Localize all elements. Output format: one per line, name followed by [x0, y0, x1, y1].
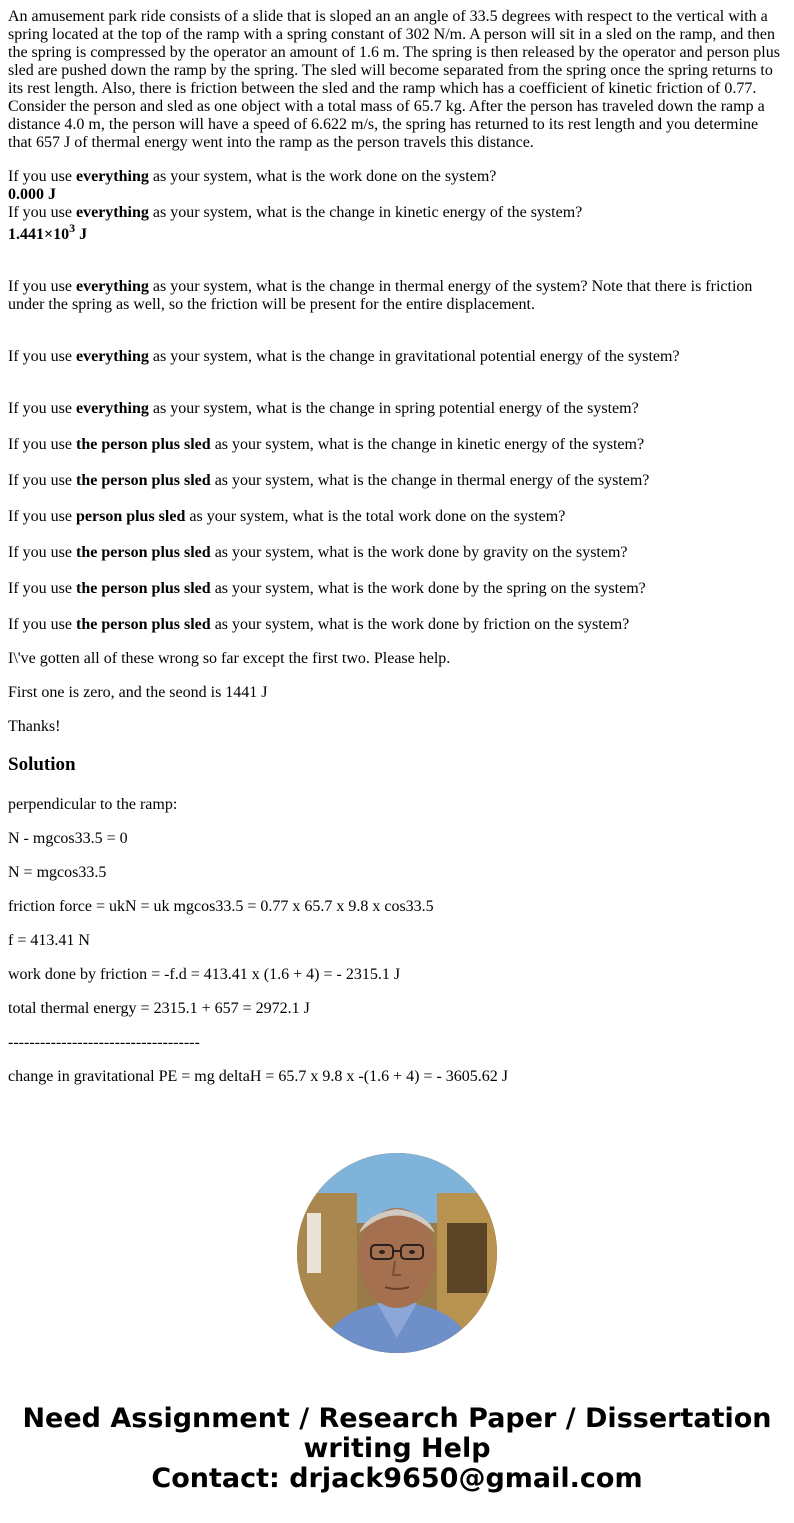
- promo-banner: [0, 1404, 794, 1494]
- question-intro: An amusement park ride consists of a slide that is sloped an an angle of 33.5 degrees with respect to the vertical with a spring located at the top of the ramp with a spring constant of 302 N/m. A person will sit in a sled on the ramp, and then the spring is compressed by the operator an amount of 1.6 m. The spring is then released by the operator and person plus sled are pushed down the ramp by the spring. The sled will become separated from the spring once the spring returns to its rest length. Also, there is friction between the sled and the ramp which has a coefficient of kinetic friction of 0.77. Consider the person and sled as one object with a total mass of 65.7 kg. After the person has traveled down the ramp a distance 4.0 m, the person will have a speed of 6.622 m/s, the spring has returned to its rest length and you determine that 657 J of thermal energy went into the ramp as the person travels this distance.: [8, 8, 780, 151]
- solution-line: N - mgcos33.5 = 0: [8, 830, 128, 847]
- answer-1: 0.000 J: [8, 186, 56, 203]
- question-9: If you use the person plus sled as your system, what is the work done by gravity on the system?: [8, 544, 628, 561]
- note-thanks: Thanks!: [8, 718, 61, 735]
- question-7: If you use the person plus sled as your system, what is the change in thermal energy of the system?: [8, 472, 650, 489]
- author-portrait-image: [297, 1153, 497, 1353]
- solution-line: change in gravitational PE = mg deltaH = 65.7 x 9.8 x -(1.6 + 4) = - 3605.62 J: [8, 1068, 509, 1085]
- solution-line: total thermal energy = 2315.1 + 657 = 2972.1 J: [8, 1000, 310, 1017]
- question-11: If you use the person plus sled as your system, what is the work done by friction on the system?: [8, 616, 630, 633]
- question-5: If you use everything as your system, what is the change in spring potential energy of the system?: [8, 400, 639, 417]
- question-8: If you use person plus sled as your system, what is the total work done on the system?: [8, 508, 566, 525]
- solution-heading: Solution: [8, 754, 76, 775]
- note-wrong-answers: I\'ve gotten all of these wrong so far except the first two. Please help.: [8, 650, 451, 667]
- solution-line: friction force = ukN = uk mgcos33.5 = 0.77 x 65.7 x 9.8 x cos33.5: [8, 898, 434, 915]
- question-3: If you use everything as your system, what is the change in thermal energy of the system? Note that there is friction under the spring as well, so the friction will be present for the entire displacement.: [8, 278, 753, 313]
- solution-line: N = mgcos33.5: [8, 864, 107, 881]
- question-6: If you use the person plus sled as your system, what is the change in kinetic energy of the system?: [8, 436, 645, 453]
- question-1: If you use everything as your system, what is the work done on the system?: [8, 168, 497, 185]
- question-4: If you use everything as your system, what is the change in gravitational potential energy of the system?: [8, 348, 680, 365]
- solution-line: perpendicular to the ramp:: [8, 796, 178, 813]
- promo-line-1: Need Assignment / Research Paper / Dissertation: [22, 1403, 772, 1434]
- question-10: If you use the person plus sled as your system, what is the work done by the spring on the system?: [8, 580, 646, 597]
- author-avatar: [297, 1153, 497, 1353]
- solution-line: f = 413.41 N: [8, 932, 90, 949]
- question-2: If you use everything as your system, what is the change in kinetic energy of the system?: [8, 204, 583, 221]
- promo-line-2: writing Help: [303, 1433, 491, 1464]
- answer-2: $1.441\times 10^3$ J: [8, 220, 88, 243]
- note-known-answers: First one is zero, and the seond is 1441 J: [8, 684, 268, 701]
- solution-line: work done by friction = -f.d = 413.41 x (1.6 + 4) = - 2315.1 J: [8, 966, 401, 983]
- promo-contact: Contact: drjack9650@gmail.com: [151, 1463, 643, 1494]
- solution-divider: ------------------------------------: [8, 1034, 200, 1051]
